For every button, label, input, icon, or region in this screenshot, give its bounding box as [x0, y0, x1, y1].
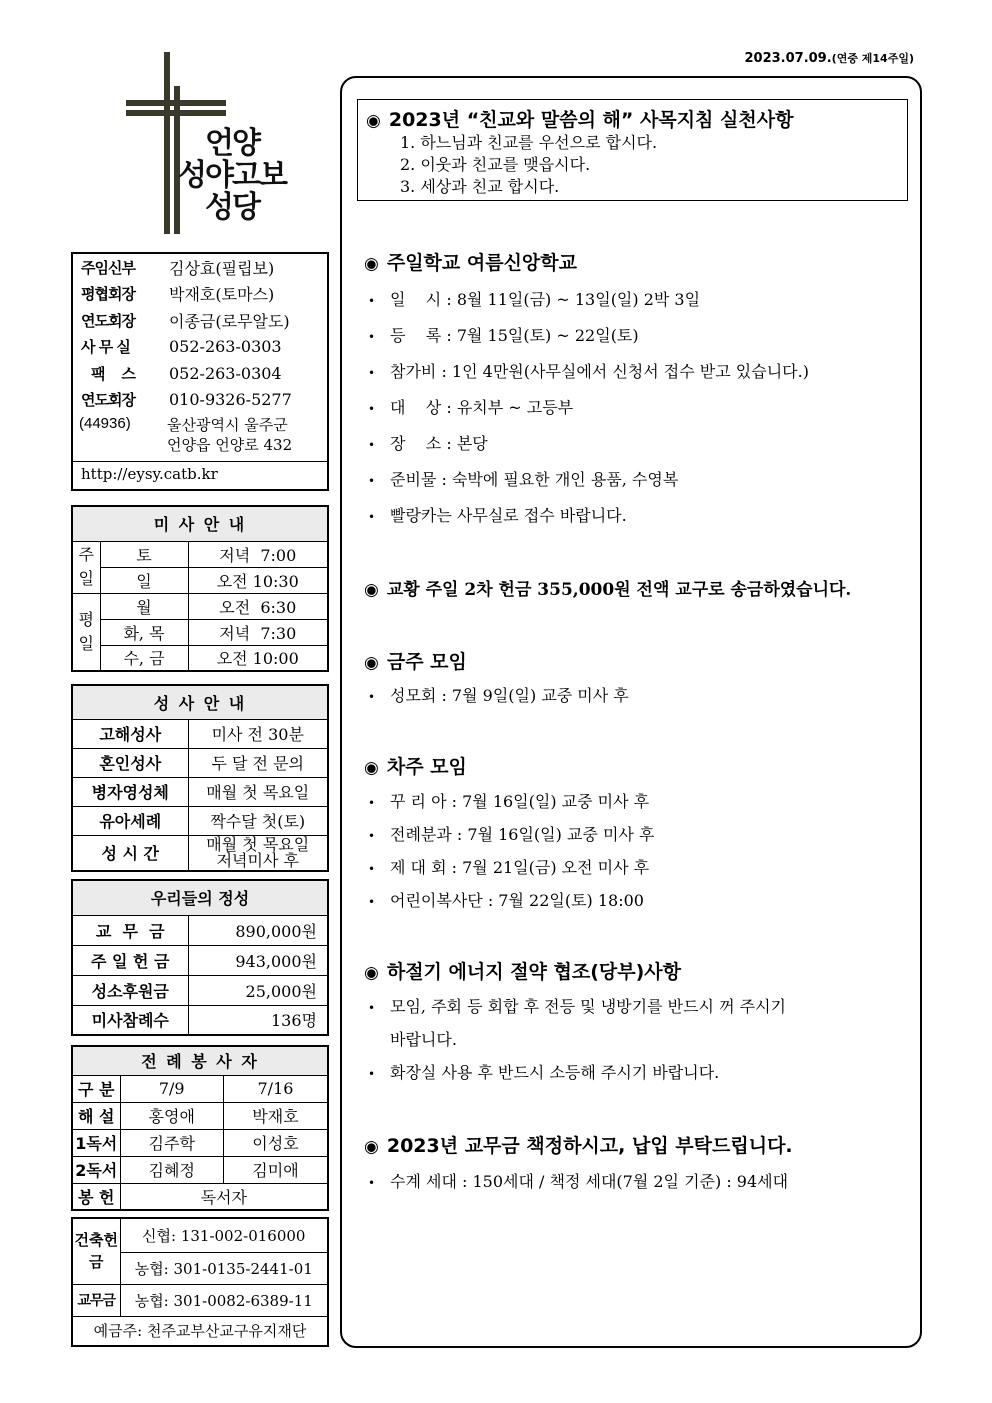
list-item: • 모임, 주회 등 회합 후 전등 및 냉방기를 반드시 꺼 주시기: [368, 994, 786, 1017]
mass-day: 화, 목: [100, 619, 188, 645]
list-item: • 참가비 : 1인 4만원(사무실에서 신청서 접수 받고 있습니다.): [368, 359, 809, 382]
sacrament-name: 성 시 간: [72, 835, 188, 871]
circle-marker-icon: ◉: [364, 653, 379, 673]
offering-amount: 890,000원: [188, 915, 328, 945]
sacrament-table: [71, 684, 329, 872]
list-item: • 장 소 : 본당: [368, 431, 488, 454]
info-key: 팩 스: [91, 364, 135, 383]
offering-title: 우리들의 정성: [72, 880, 328, 915]
offering-label: 주 일 헌 금: [72, 945, 188, 975]
info-value: 박재호(토마스): [169, 285, 275, 305]
sacrament-name: 유아세례: [72, 806, 188, 835]
info-row: [73, 334, 327, 361]
info-row: [73, 307, 327, 334]
sacrament-time: 매월 첫 목요일: [188, 777, 328, 806]
parish-info-box: [71, 252, 329, 491]
server-name: 독서자: [120, 1183, 328, 1210]
info-row: [73, 387, 327, 414]
address-line2: 언양읍 언양로 432: [167, 436, 293, 454]
list-item: • 등 록 : 7월 15일(토) ~ 22일(토): [368, 323, 639, 346]
goal-item: 3. 세상과 친교 합시다.: [400, 177, 560, 196]
list-item: • 빨랑카는 사무실로 접수 바랍니다.: [368, 503, 627, 526]
server-role: 2독서: [72, 1156, 120, 1183]
sacrament-time: 짝수달 첫(토): [188, 806, 328, 835]
servers-header: 구 분: [72, 1075, 120, 1102]
account-holder: 예금주: 천주교부산교구유지재단: [72, 1316, 328, 1346]
offering-label: 성소후원금: [72, 975, 188, 1005]
offering-label: 미사참례수: [72, 1005, 188, 1035]
list-item: • 수계 세대 : 150세대 / 책정 세대(7월 2일 기준) : 94세대: [368, 1169, 788, 1192]
sacrament-time: 매월 첫 목요일 저녁미사 후: [188, 835, 328, 871]
account-number: 농협: 301-0082-6389-11: [120, 1284, 328, 1316]
server-role: 봉 헌: [72, 1183, 120, 1210]
server-name: 이성호: [223, 1129, 328, 1156]
mass-schedule-table: [71, 505, 329, 672]
mass-day: 일: [100, 567, 188, 593]
mass-title: 미 사 안 내: [72, 506, 328, 541]
parish-logo-text: [178, 128, 286, 224]
section-title: ◉ 주일학교 여름신앙학교: [364, 252, 577, 274]
sunday-label: 주 일: [72, 541, 100, 593]
info-row: [73, 254, 327, 281]
building-fund-label: 건축헌금: [72, 1218, 120, 1284]
list-item: • 성모회 : 7월 9일(일) 교중 미사 후: [368, 683, 629, 706]
servers-table: [71, 1045, 329, 1211]
weekday-label: 평 일: [72, 593, 100, 671]
mass-time: 저녁 7:30: [188, 619, 328, 645]
offering-amount: 25,000원: [188, 975, 328, 1005]
dues-label: 교무금: [72, 1284, 120, 1316]
website-link[interactable]: http://eysy.catb.kr: [73, 461, 327, 486]
list-item: • 어린이복사단 : 7월 22일(토) 18:00: [368, 888, 644, 911]
circle-marker-icon: ◉: [366, 111, 381, 131]
server-role: 해 설: [72, 1102, 120, 1129]
info-row: [73, 360, 327, 387]
date-sub: (연중 제14주일): [831, 52, 914, 65]
server-name: 김미애: [223, 1156, 328, 1183]
offering-label: 교 무 금: [72, 915, 188, 945]
address-line1: 울산광역시 울주군: [167, 416, 288, 434]
section-title: ◉ 하절기 에너지 절약 협조(당부)사항: [364, 961, 682, 983]
list-item: • 꾸 리 아 : 7월 16일(일) 교중 미사 후: [368, 789, 649, 812]
servers-title: 전 례 봉 사 자: [72, 1046, 328, 1075]
address: [73, 413, 327, 455]
section-title: ◉ 차주 모임: [364, 756, 467, 778]
sacrament-name: 병자영성체: [72, 777, 188, 806]
server-name: 김혜정: [120, 1156, 223, 1183]
mass-day: 월: [100, 593, 188, 619]
date-main: 2023.07.09.: [744, 51, 832, 66]
info-key: 연도회장: [81, 311, 135, 330]
sacrament-time: 미사 전 30분: [188, 719, 328, 748]
info-key: 평협회장: [81, 285, 135, 304]
circle-marker-icon: ◉: [364, 254, 379, 274]
mass-time: 저녁 7:00: [188, 541, 328, 567]
list-item-continuation: 바랍니다.: [390, 1030, 457, 1049]
accounts-table: [71, 1217, 329, 1347]
servers-header: 7/9: [120, 1075, 223, 1102]
offering-table: [71, 879, 329, 1036]
mass-time: 오전 6:30: [188, 593, 328, 619]
section-title: ◉ 2023년 교무금 책정하시고, 납입 부탁드립니다.: [364, 1135, 793, 1157]
circle-marker-icon: ◉: [364, 963, 379, 983]
sacrament-name: 고해성사: [72, 719, 188, 748]
list-item: • 전례분과 : 7월 16일(일) 교중 미사 후: [368, 822, 654, 845]
info-value: 052-263-0303: [169, 337, 282, 357]
account-number: 신협: 131-002-016000: [120, 1218, 328, 1252]
account-number: 농협: 301-0135-2441-01: [120, 1252, 328, 1284]
list-item: • 화장실 사용 후 반드시 소등해 주시기 바랍니다.: [368, 1060, 719, 1083]
offering-amount: 136명: [188, 1005, 328, 1035]
logo-line1: 언양: [204, 126, 259, 161]
goal-item: 1. 하느님과 친교를 우선으로 합시다.: [400, 133, 658, 152]
goal-title: ◉ 2023년 “친교와 말씀의 해” 사목지침 실천사항: [366, 109, 794, 131]
mass-time: 오전 10:00: [188, 645, 328, 671]
info-row: [73, 281, 327, 308]
servers-header: 7/16: [223, 1075, 328, 1102]
list-item: • 일 시 : 8월 11일(금) ~ 13일(일) 2박 3일: [368, 287, 700, 310]
info-key: 사 무 실: [81, 338, 130, 357]
section-title: ◉ 교황 주일 2차 헌금 355,000원 전액 교구로 송금하였습니다.: [364, 580, 852, 600]
mass-day: 수, 금: [100, 645, 188, 671]
logo-line2: 성야고보: [178, 158, 286, 193]
info-value: 이종금(로무알도): [169, 311, 290, 331]
postcode: (44936): [79, 415, 131, 432]
bulletin-date: [744, 50, 914, 66]
goal-list: [400, 132, 907, 198]
info-value: 김상효(필립보): [169, 258, 275, 278]
list-item: • 준비물 : 숙박에 필요한 개인 용품, 수영복: [368, 467, 678, 490]
circle-marker-icon: ◉: [364, 758, 379, 778]
server-name: 김주학: [120, 1129, 223, 1156]
info-value: 052-263-0304: [169, 363, 282, 383]
info-key: 연도회장: [81, 391, 135, 410]
mass-time: 오전 10:30: [188, 567, 328, 593]
goal-item: 2. 이웃과 친교를 맺읍시다.: [400, 155, 591, 174]
server-name: 박재호: [223, 1102, 328, 1129]
sacrament-title: 성 사 안 내: [72, 685, 328, 719]
server-role: 1독서: [72, 1129, 120, 1156]
circle-marker-icon: ◉: [364, 1137, 379, 1157]
sacrament-name: 혼인성사: [72, 748, 188, 777]
circle-marker-icon: ◉: [364, 580, 379, 600]
pastoral-goal-box: [357, 99, 908, 201]
logo-line3: 성당: [204, 190, 259, 225]
info-value: 010-9326-5277: [169, 390, 292, 410]
list-item: • 제 대 회 : 7월 21일(금) 오전 미사 후: [368, 855, 649, 878]
offering-amount: 943,000원: [188, 945, 328, 975]
server-name: 홍영애: [120, 1102, 223, 1129]
section-title: ◉ 금주 모임: [364, 651, 467, 673]
list-item: • 대 상 : 유치부 ~ 고등부: [368, 395, 573, 418]
info-key: 주임신부: [81, 258, 135, 277]
mass-day: 토: [100, 541, 188, 567]
sacrament-time: 두 달 전 문의: [188, 748, 328, 777]
